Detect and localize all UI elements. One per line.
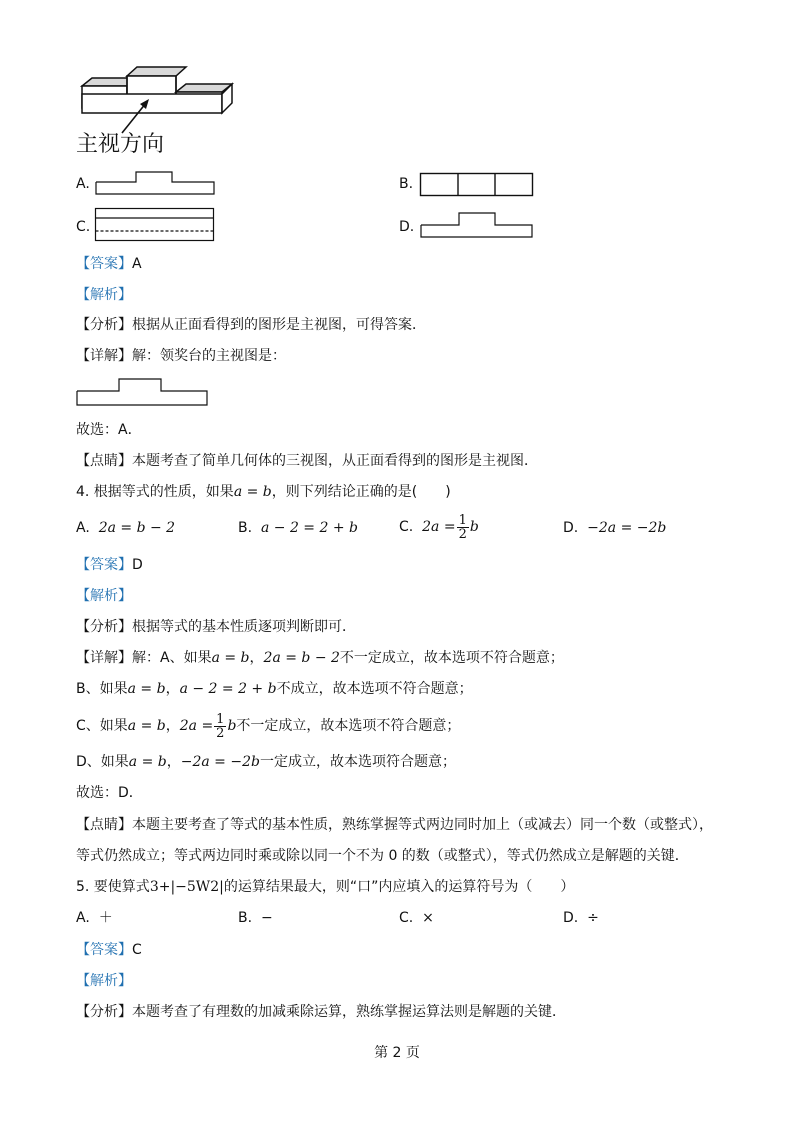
detail-tag: 【详解】 (76, 348, 132, 364)
q4-option-c (399, 507, 479, 547)
q4-stem-prefix: 4. 根据等式的性质，如果 (76, 484, 234, 500)
detail-conclusion: 不成立，故本选项不符合题意； (276, 681, 473, 697)
fraction-numerator: 1 (216, 711, 225, 727)
option-d-label: D. (399, 219, 415, 235)
q4-option-b-expr: a − 2 = 2 + b (260, 520, 358, 536)
q3-answer-line (76, 254, 142, 274)
option-c-shape (94, 207, 216, 243)
q5-option-b-symbol: − (260, 910, 273, 926)
detail-condition: a = b (127, 681, 166, 697)
fraction-denominator: 2 (216, 725, 225, 741)
q4-detail-line-4 (76, 752, 456, 772)
q4-option-d-label: D. (563, 520, 579, 536)
detail-condition: a = b (128, 754, 167, 770)
answer-tag: 【答案】 (76, 256, 132, 272)
detail-comma: ， (165, 718, 180, 734)
detail-conclusion: 不一定成立，故本选项不符合题意； (236, 718, 461, 734)
answer-value: C (132, 942, 142, 958)
q4-detail-line-1 (76, 648, 564, 668)
comment-tag: 【点睛】 (76, 817, 132, 833)
q4-option-d (563, 518, 666, 538)
detail-condition: a = b (211, 650, 250, 666)
q4-fenxi-line (76, 617, 356, 637)
q4-stem-condition: a = b (233, 484, 272, 500)
detail-text: 解：领奖台的主视图是： (132, 348, 286, 364)
detail-condition: a = b (127, 718, 166, 734)
detail-equation-right: b (227, 718, 237, 734)
q5-option-d-symbol: ÷ (587, 910, 599, 926)
q4-option-a (76, 518, 175, 538)
fenxi-text: 本题考查了有理数的加减乘除运算，熟练掌握运算法则是解题的关键． (132, 1004, 566, 1020)
q5-option-d (563, 908, 599, 928)
comment-tag: 【点睛】 (76, 453, 132, 469)
comment-text: 本题考查了简单几何体的三视图，从正面看得到的图形是主视图． (132, 453, 538, 469)
q3-analysis-tag: 【解析】 (76, 287, 132, 303)
answer-tag: 【答案】 (76, 942, 132, 958)
detail-equation-left: 2a = (179, 718, 214, 734)
q3-comment-line (76, 451, 538, 471)
option-b-label: B. (399, 176, 414, 192)
detail-equation: −2a = −2b (180, 754, 260, 770)
option-a-shape (94, 170, 224, 196)
q4-option-a-label: A. (76, 520, 90, 536)
q4-analysis-tag: 【解析】 (76, 588, 132, 604)
detail-comma: ， (166, 754, 181, 770)
q5-stem-expression: 3+|−5W2| (149, 879, 224, 895)
fenxi-text: 根据从正面看得到的图形是主视图，可得答案． (132, 317, 426, 333)
q5-option-c-label: C. (399, 910, 414, 926)
detail-comma: ， (165, 681, 180, 697)
q4-option-c-label: C. (399, 519, 414, 535)
page-number: 第 2 页 (374, 1045, 420, 1061)
q5-stem (76, 877, 574, 897)
view-direction-label: 主视方向 (76, 132, 165, 157)
q5-option-b (238, 908, 273, 928)
option-b-shape (419, 172, 535, 198)
q4-option-c-fraction (457, 514, 469, 541)
q5-option-c (399, 908, 434, 928)
fenxi-tag: 【分析】 (76, 1004, 132, 1020)
q5-option-b-label: B. (238, 910, 253, 926)
q4-stem-suffix: ，则下列结论正确的是( ) (271, 484, 451, 500)
q3-choose: 故选：A． (76, 422, 142, 438)
detail-conclusion: 一定成立，故本选项符合题意； (259, 754, 456, 770)
q4-option-c-right: b (469, 519, 479, 535)
q4-option-d-expr: −2a = −2b (587, 520, 667, 536)
q5-option-d-label: D. (563, 910, 579, 926)
fraction-numerator: 1 (458, 512, 467, 528)
fraction-denominator: 2 (458, 526, 467, 542)
answer-value: A (132, 256, 142, 272)
detail-comma: ， (249, 650, 264, 666)
detail-prefix: D、如果 (76, 754, 129, 770)
detail-prefix: C、如果 (76, 718, 128, 734)
detail-tag: 【详解】 (76, 650, 132, 666)
q4-option-b-label: B. (238, 520, 253, 536)
option-c-label: C. (76, 219, 91, 235)
q4-option-c-left: 2a = (422, 519, 456, 535)
q4-answer-line (76, 555, 143, 575)
q5-option-a-label: A. (76, 910, 90, 926)
answer-tag: 【答案】 (76, 557, 132, 573)
q4-option-a-expr: 2a = b − 2 (98, 520, 176, 536)
detail-prefix: 解：A、如果 (132, 650, 212, 666)
q4-detail-line-3 (76, 706, 460, 746)
q4-choose: 故选：D． (76, 785, 143, 801)
fenxi-text: 根据等式的基本性质逐项判断即可． (132, 619, 356, 635)
comment-text: 本题主要考查了等式的基本性质，熟练掌握等式两边同时加上（或减去）同一个数（或整式）， (132, 817, 713, 833)
q4-comment-line-2: 等式仍然成立；等式两边同时乘或除以同一个不为 0 的数（或整式），等式仍然成立是解题的关键． (76, 848, 689, 864)
q5-option-a-symbol: ＋ (98, 910, 113, 926)
front-view-shape (75, 377, 211, 407)
fenxi-tag: 【分析】 (76, 317, 132, 333)
q5-option-c-symbol: × (422, 910, 434, 926)
q4-comment-line-1 (76, 815, 713, 835)
q5-analysis-tag: 【解析】 (76, 973, 132, 989)
detail-equation: a − 2 = 2 + b (179, 681, 277, 697)
detail-fraction (214, 713, 226, 740)
q5-option-a (76, 908, 113, 928)
q4-detail-line-2 (76, 679, 473, 699)
q3-detail-line (76, 346, 286, 366)
q5-answer-line (76, 940, 142, 960)
q4-stem (76, 482, 451, 502)
option-a-label: A. (76, 176, 90, 192)
q5-stem-suffix: 的运算结果最大，则“口”内应填入的运算符号为（ ） (223, 879, 575, 895)
q4-option-b (238, 518, 358, 538)
detail-conclusion: 不一定成立，故本选项不符合题意； (339, 650, 564, 666)
q3-fenxi-line (76, 315, 426, 335)
detail-equation: 2a = b − 2 (263, 650, 340, 666)
fenxi-tag: 【分析】 (76, 619, 132, 635)
option-d-shape (419, 211, 535, 239)
detail-prefix: B、如果 (76, 681, 128, 697)
q5-stem-prefix: 5. 要使算式 (76, 879, 150, 895)
answer-value: D (132, 557, 143, 573)
q5-fenxi-line (76, 1002, 566, 1022)
